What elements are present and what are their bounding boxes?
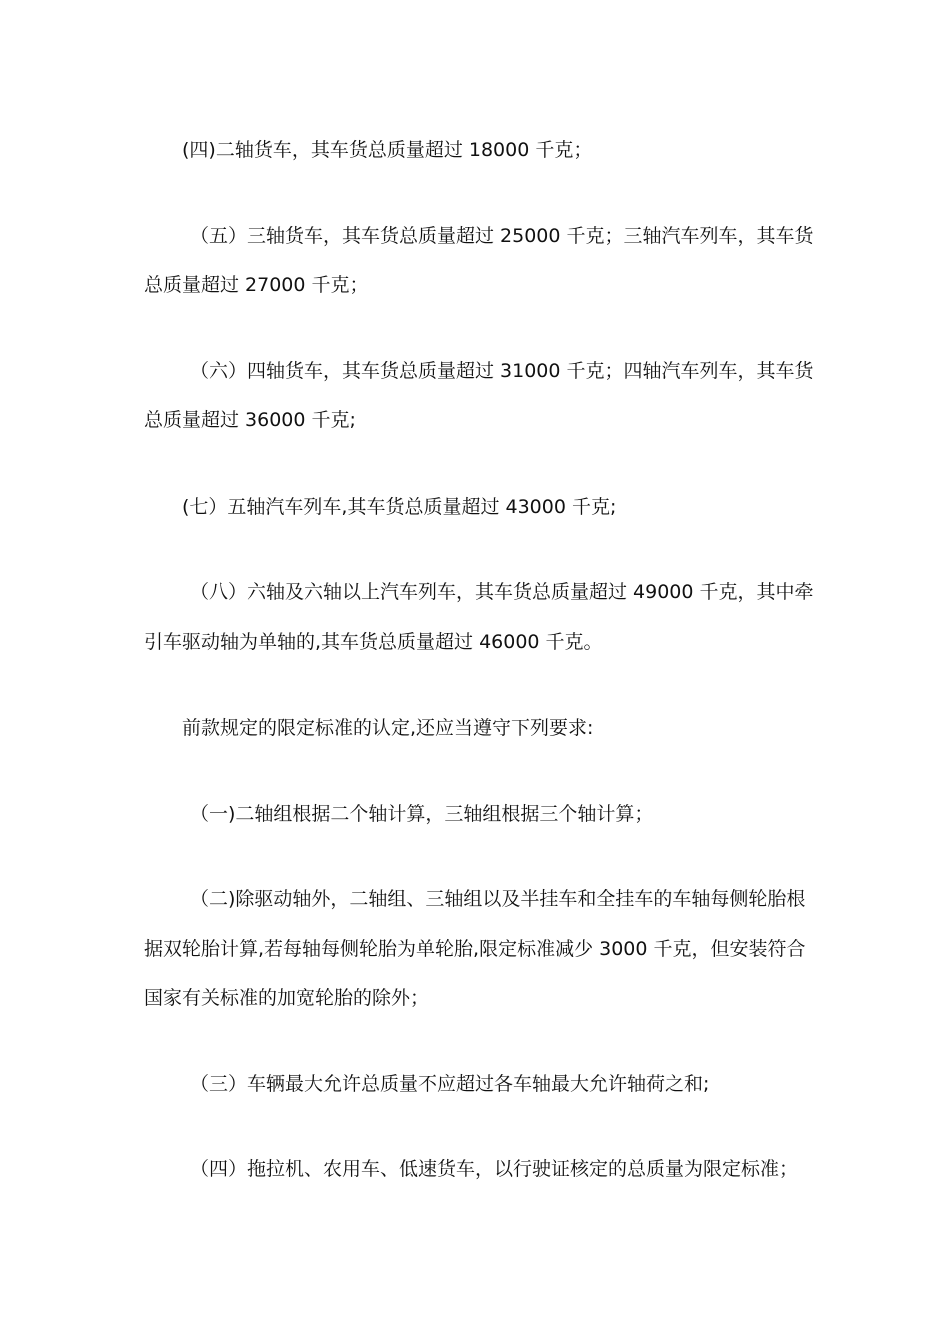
requirement-2-line-1: （二)除驱动轴外，二轴组、三轴组以及半挂车和全挂车的车轴每侧轮胎根 [190, 888, 806, 910]
paragraph-8-line-2: 引车驱动轴为单轴的,其车货总质量超过 46000 千克。 [144, 631, 603, 653]
requirement-2-line-2: 据双轮胎计算,若每轴每侧轮胎为单轮胎,限定标准减少 3000 千克，但安装符合 [144, 938, 806, 960]
requirement-2-line-3: 国家有关标准的加宽轮胎的除外； [144, 987, 430, 1009]
paragraph-7-line-1: (七）五轴汽车列车,其车货总质量超过 43000 千克; [182, 496, 617, 518]
requirements-intro: 前款规定的限定标准的认定,还应当遵守下列要求: [182, 717, 594, 739]
requirement-4-line-1: （四）拖拉机、农用车、低速货车，以行驶证核定的总质量为限定标准； [190, 1158, 799, 1180]
requirement-1-line-1: （一)二轴组根据二个轴计算，三轴组根据三个轴计算； [190, 803, 654, 825]
paragraph-6-line-1: （六）四轴货车，其车货总质量超过 31000 千克；四轴汽车列车，其车货 [190, 360, 814, 382]
paragraph-5-line-1: （五）三轴货车，其车货总质量超过 25000 千克；三轴汽车列车，其车货 [190, 225, 814, 247]
paragraph-6-line-2: 总质量超过 36000 千克; [144, 409, 356, 431]
paragraph-8-line-1: （八）六轴及六轴以上汽车列车，其车货总质量超过 49000 千克，其中牵 [190, 581, 814, 603]
requirement-3-line-1: （三）车辆最大允许总质量不应超过各车轴最大允许轴荷之和; [190, 1073, 710, 1095]
paragraph-5-line-2: 总质量超过 27000 千克； [144, 274, 369, 296]
paragraph-4-line-1: (四)二轴货车，其车货总质量超过 18000 千克； [182, 139, 593, 161]
